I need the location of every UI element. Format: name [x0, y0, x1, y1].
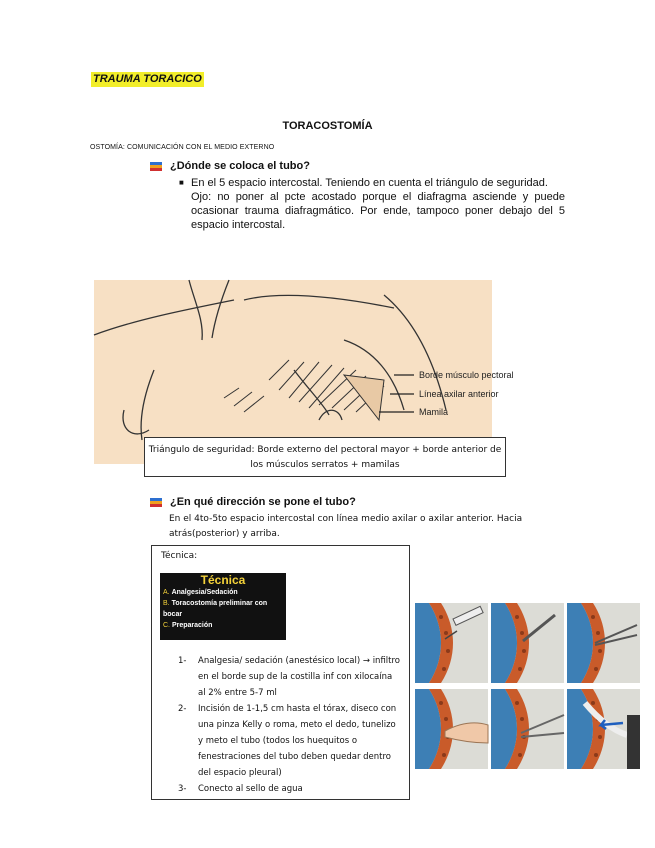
- subtitle: OSTOMÍA: COMUNICACIÓN CON EL MEDIO EXTERNO: [90, 144, 275, 151]
- slide-item: A. Analgesia/Sedación: [163, 589, 238, 596]
- question-direction-text: ¿En qué dirección se pone el tubo?: [170, 496, 356, 508]
- question-where-text: ¿Dónde se coloca el tubo?: [170, 160, 310, 172]
- answer-line-1: En el 5 espacio intercostal. Teniendo en cuenta el triángulo de seguridad.: [191, 177, 548, 189]
- step-item: 1- Analgesia/ sedación (anestésico local) → infiltro en el borde sup de la costilla inf con xilocaína al 2% entre 5-7 ml: [178, 656, 400, 698]
- bullet-book-icon: [150, 162, 162, 171]
- answer-line-2: Ojo: no poner al pcte acostado porque el diafragma asciende y puede ocasionar trauma diafragmático. Por ende, tampoco poner debajo del 5 espacio intercostal.: [191, 191, 565, 231]
- panel-finger: [415, 689, 488, 769]
- panel-clamp-tube: [491, 689, 564, 769]
- square-bullet-icon: ■: [179, 178, 184, 187]
- technique-label: Técnica:: [161, 551, 198, 561]
- technique-steps: [178, 653, 402, 797]
- step-item: 2- Incisión de 1-1,5 cm hasta el tórax, diseco con una pinza Kelly o roma, meto el dedo, tunelizo y meto el tubo (todos los huequitos o fenestraciones del tubo deben quedar dentro del espacio pleural): [178, 704, 397, 778]
- question-where: [150, 160, 310, 172]
- panel-syringe: [415, 603, 488, 683]
- procedure-panels: [415, 603, 640, 769]
- panel-tube-inserted: [567, 689, 640, 769]
- technique-slide: [160, 573, 286, 640]
- figure-caption: Triángulo de seguridad: Borde externo del pectoral mayor + borde anterior de los músculos serratos + mamilas: [144, 437, 506, 477]
- bullet-book-icon: [150, 498, 162, 507]
- slide-item: B. Toracostomía preliminar con bocar: [163, 600, 268, 618]
- label-pectoral-border: Borde músculo pectoral: [419, 370, 514, 380]
- question-direction: [150, 496, 356, 508]
- panel-forceps: [567, 603, 640, 683]
- document-title: TRAUMA TORACICO: [93, 73, 202, 85]
- slide-item: C. Preparación: [163, 622, 213, 629]
- step-item: 3- Conecto al sello de agua: [178, 784, 303, 794]
- section-heading: TORACOSTOMÍA: [282, 120, 373, 132]
- label-nipple: Mamila: [419, 407, 449, 417]
- question-where-answer: [179, 176, 565, 232]
- panel-scalpel: [491, 603, 564, 683]
- label-anterior-axillary-line: Línea axilar anterior: [419, 389, 499, 399]
- question-direction-answer: En el 4to-5to espacio intercostal con línea medio axilar o axilar anterior. Hacia atrás(posterior) y arriba.: [169, 514, 523, 539]
- technique-box: [151, 545, 410, 800]
- procedure-steps-figure: [415, 603, 640, 769]
- slide-title: Técnica: [200, 573, 246, 587]
